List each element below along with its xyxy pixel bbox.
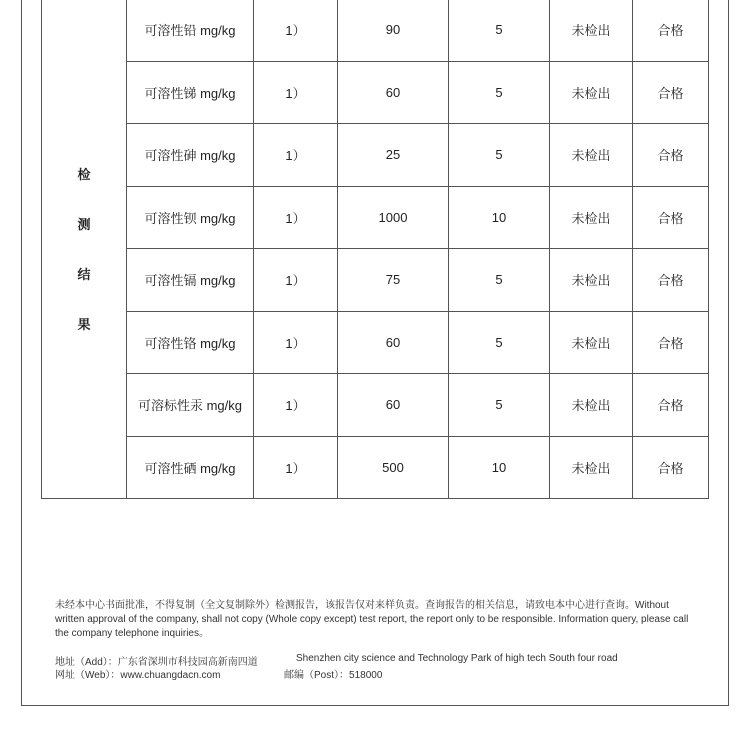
- table-row: [42, 249, 709, 312]
- test-method: 1）: [254, 311, 338, 374]
- test-method: 1）: [254, 249, 338, 312]
- footer-disclaimer: 未经本中心书面批准，不得复制（全文复制除外）检测报告，该报告仅对来样负责。查询报告的相关信息，请致电本中心进行查询。Without written approval of the company, shall not copy (Whole copy except) test report, the report only to be responsible. Information query, please call the company telephone inquiries。: [55, 600, 689, 639]
- detection-limit: 5: [449, 374, 550, 437]
- test-item: 可溶性铅 mg/kg: [127, 0, 254, 61]
- test-result: 未检出: [550, 249, 633, 312]
- table-row: [42, 186, 709, 249]
- test-item: 可溶性砷 mg/kg: [127, 124, 254, 187]
- table-row: [42, 0, 709, 61]
- test-result: 未检出: [550, 0, 633, 61]
- section-label-char: 结: [77, 267, 91, 282]
- test-result: 未检出: [550, 436, 633, 499]
- detection-limit: 10: [449, 436, 550, 499]
- section-label-char: 果: [77, 317, 91, 332]
- table-row: [42, 311, 709, 374]
- test-item: 可溶标性汞 mg/kg: [127, 374, 254, 437]
- detection-limit: 5: [449, 311, 550, 374]
- verdict: 合格: [633, 124, 709, 187]
- test-method: 1）: [254, 186, 338, 249]
- limit-value: 25: [338, 124, 449, 187]
- section-label-char: 检: [77, 167, 91, 182]
- test-item: 可溶性钡 mg/kg: [127, 186, 254, 249]
- test-item: 可溶性锑 mg/kg: [127, 61, 254, 124]
- website: 网址（Web）：www.chuangdacn.com: [55, 670, 221, 681]
- verdict: 合格: [633, 186, 709, 249]
- address-en: Shenzhen city science and Technology Park of high tech South four road: [296, 653, 618, 664]
- detection-limit: 5: [449, 124, 550, 187]
- test-method: 1）: [254, 124, 338, 187]
- table-row: [42, 436, 709, 499]
- detection-limit: 10: [449, 186, 550, 249]
- test-result: 未检出: [550, 124, 633, 187]
- limit-value: 90: [338, 0, 449, 61]
- test-result: 未检出: [550, 61, 633, 124]
- test-result: 未检出: [550, 186, 633, 249]
- verdict: 合格: [633, 311, 709, 374]
- section-label: [42, 0, 127, 499]
- test-method: 1）: [254, 374, 338, 437]
- limit-value: 500: [338, 436, 449, 499]
- verdict: 合格: [633, 0, 709, 61]
- limit-value: 60: [338, 374, 449, 437]
- table-row: [42, 61, 709, 124]
- limit-value: 60: [338, 61, 449, 124]
- verdict: 合格: [633, 374, 709, 437]
- table-row: [42, 124, 709, 187]
- test-item: 可溶性硒 mg/kg: [127, 436, 254, 499]
- postcode: 邮编（Post）：518000: [284, 670, 383, 681]
- detection-limit: 5: [449, 61, 550, 124]
- verdict: 合格: [633, 436, 709, 499]
- detection-limit: 5: [449, 249, 550, 312]
- results-table: [41, 0, 709, 499]
- test-item: 可溶性铬 mg/kg: [127, 311, 254, 374]
- test-result: 未检出: [550, 374, 633, 437]
- section-label-char: 测: [77, 217, 91, 232]
- verdict: 合格: [633, 249, 709, 312]
- address-cn: 地址（Add）：广东省深圳市科技园高新南四道: [55, 657, 258, 668]
- detection-limit: 5: [449, 0, 550, 61]
- verdict: 合格: [633, 61, 709, 124]
- test-method: 1）: [254, 61, 338, 124]
- limit-value: 1000: [338, 186, 449, 249]
- limit-value: 75: [338, 249, 449, 312]
- test-method: 1）: [254, 436, 338, 499]
- test-method: 1）: [254, 0, 338, 61]
- limit-value: 60: [338, 311, 449, 374]
- table-row: [42, 374, 709, 437]
- test-item: 可溶性镉 mg/kg: [127, 249, 254, 312]
- test-result: 未检出: [550, 311, 633, 374]
